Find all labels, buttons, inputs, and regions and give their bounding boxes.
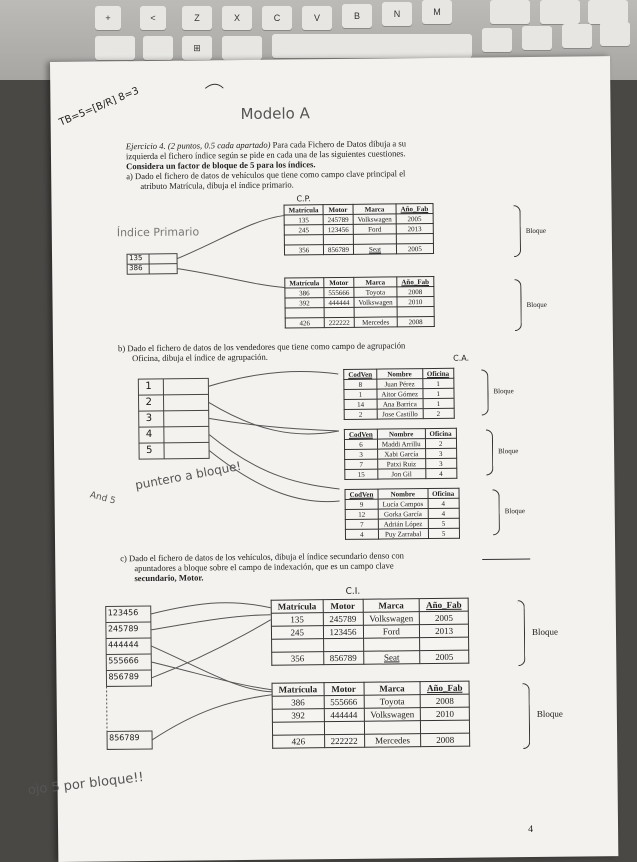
keyboard-key [562, 24, 592, 48]
question-c: c) Dado el fichero de datos de los vehículos, dibuja el índice secundario denso con apuntadores a bloque sobre el campo de indexación, que es un campo clave secundario, Motor. [120, 548, 590, 583]
question-a: a) Dado el fichero de datos de vehículos que tiene como campo clave principal el [126, 168, 405, 181]
vehicles-table-block1 [284, 203, 434, 256]
table-row: 356 856789 Seat 2005 [272, 650, 469, 665]
handwritten-note: And 5 [89, 490, 117, 506]
block-brace [514, 205, 522, 257]
index-entry: 123456 [108, 608, 139, 617]
exercise-heading: Ejercicio 4. (2 puntos, 0.5 cada apartado) [126, 140, 271, 152]
vehicles-table-block2: Matrícula Motor Marca Año_Fab 386 555666 Toyota 2008 392 444444 Volkswagen 2010 426 222222 Mercedes 2008 [284, 276, 434, 329]
bloque-label: Bloque [498, 447, 518, 455]
keyboard-key [588, 0, 628, 24]
keyboard-key: + [95, 6, 121, 30]
table-row: 245 123456 Ford 2013 [271, 624, 468, 639]
table-row: 1 Aitor Gómez 1 [344, 388, 454, 399]
index-entry: 4 [146, 429, 152, 440]
keyboard-key: C [262, 6, 292, 30]
keyboard-key: B [342, 4, 372, 28]
index-entry: 856789 [108, 672, 139, 681]
block-brace [486, 429, 493, 475]
index-entry: 2 [146, 397, 152, 408]
bloque-label: Bloque [537, 709, 563, 719]
keyboard-key: M [422, 0, 452, 24]
vendors-table-block2: CodVen Nombre Oficina 6 Maddi Arrillu 2 3 Xabi García 3 7 Patxi Ruiz 3 15 Jon Gil 4 [344, 428, 457, 480]
handwritten-note: puntero a bloque! [134, 459, 242, 493]
exercise-line: Para cada Fichero de Datos dibuja a su [273, 138, 407, 149]
keyboard-key [95, 36, 135, 60]
table-row: 3 Xabi García 3 [345, 448, 457, 459]
index-entry: 5 [146, 445, 152, 456]
vehicles-table-c-block2: Matrícula Motor Marca Año_Fab 386 555666 Toyota 2008 392 444444 Volkswagen 2010 426 222222 Mercedes 2008 [272, 681, 471, 749]
col-header: Matrícula [284, 205, 323, 215]
table-row: 392 444444 Volkswagen 2010 [285, 296, 434, 308]
index-entry: 1 [145, 381, 151, 392]
handwritten-title: Modelo A [240, 104, 309, 123]
index-entry: 555666 [108, 656, 139, 665]
bloque-label: Bloque [526, 227, 546, 235]
block-brace [492, 489, 499, 535]
question-a: atributo Matrícula, dibuja el índice primario. [126, 179, 294, 191]
bloque-label: Bloque [532, 627, 558, 637]
spacebar [272, 34, 472, 58]
table-row: 356 856789 Seat 2005 [284, 243, 433, 255]
vendors-table-block3: CodVen Nombre Oficina 9 Lucía Campos 4 12 Gorka García 4 7 Adrián López 5 4 Puy Zarrabal 5 [344, 488, 459, 540]
exercise-line: Considera un factor de bloque de 5 para los índices. [126, 159, 316, 171]
table-row: 392 444444 Volkswagen 2010 [272, 707, 469, 722]
exam-paper [50, 56, 618, 862]
table-row: 9 Lucía Campos 4 [345, 498, 459, 509]
bloque-label: Bloque [505, 507, 525, 515]
col-header: Motor [323, 204, 353, 214]
table-row: 135 245789 Volkswagen 2005 [271, 611, 468, 626]
index-entry: 3 [146, 413, 152, 424]
question-b: b) Dado el fichero de datos de los vendedores que tiene como campo de agrupación Oficina, dibuja el índice de agrupación. [118, 338, 578, 363]
col-header: Año_Fab [396, 204, 433, 214]
handwritten-label: Índice Primario [117, 225, 199, 239]
handwritten-label: C.P. [296, 194, 310, 203]
table-row: 7 Adrián López 5 [345, 518, 459, 529]
keyboard-key [490, 0, 530, 24]
index-entry: 386 [129, 264, 142, 272]
index-entry: 444444 [108, 640, 139, 649]
keyboard-key [482, 28, 512, 52]
table-row: 426 222222 Mercedes 2008 [285, 316, 434, 328]
keyboard-key: < [140, 6, 166, 30]
index-entry: 856789 [109, 733, 140, 742]
bloque-label: Bloque [527, 301, 547, 309]
block-brace [523, 683, 531, 749]
keyboard-key: Z [182, 6, 212, 30]
keyboard-key [522, 26, 552, 50]
table-row: 2 Jose Castillo 2 [344, 408, 454, 419]
handwritten-label: C.A. [453, 354, 469, 363]
keyboard-key [540, 0, 580, 24]
table-row: 12 Gorka García 4 [345, 508, 459, 519]
bloque-label: Bloque [493, 387, 513, 395]
keyboard-key [143, 36, 173, 60]
table-row: 245 123456 Ford 2013 [284, 223, 433, 235]
keyboard-key [600, 22, 630, 46]
block-brace [514, 279, 522, 331]
exercise-line: izquierda el fichero índice según se pide en cada una de las siguientes cuestiones. [126, 148, 406, 161]
exercise-statement [126, 136, 576, 191]
table-row: 15 Jon Gil 4 [345, 468, 457, 479]
table-row: 426 222222 Mercedes 2008 [273, 733, 470, 748]
index-entry: 135 [129, 254, 142, 262]
table-row: 386 555666 Toyota 2008 [272, 694, 469, 709]
table-row: 14 Ana Barrica 1 [344, 398, 454, 409]
vendors-table-block1: CodVen Nombre Oficina 8 Juan Pérez 1 1 Aitor Gómez 1 14 Ana Barrica 1 2 Jose Castillo 2 [343, 368, 454, 420]
table-row: 135 245789 Volkswagen 2005 [284, 214, 433, 226]
keyboard-key: X [222, 6, 252, 30]
table-row: 8 Juan Pérez 1 [344, 378, 454, 389]
index-entry: 245789 [108, 624, 139, 633]
windows-key-icon: ⊞ [182, 36, 212, 60]
block-brace [481, 369, 488, 415]
col-header: Marca [353, 204, 396, 214]
handwritten-note: TB=5=[B/R] 8=3 [58, 86, 141, 129]
keyboard-key: V [302, 6, 332, 30]
block-brace [518, 600, 526, 666]
table-row: 386 555666 Toyota 2008 [285, 286, 434, 298]
table-row: 4 Puy Zarrabal 5 [345, 528, 459, 539]
table-row: 6 Maddi Arrillu 2 [344, 438, 456, 449]
handwritten-note: ojo 5 por bloque!! [27, 770, 144, 798]
handwritten-label: C.I. [346, 587, 361, 597]
keyboard-key [222, 36, 262, 60]
table-row: 7 Patxi Ruiz 3 [345, 458, 457, 469]
keyboard-key: N [382, 2, 412, 26]
vehicles-table-c-block1: Matrícula Motor Marca Año_Fab 135 245789 Volkswagen 2005 245 123456 Ford 2013 356 856789 Seat 2005 [271, 598, 470, 666]
page-number: 4 [528, 825, 533, 835]
